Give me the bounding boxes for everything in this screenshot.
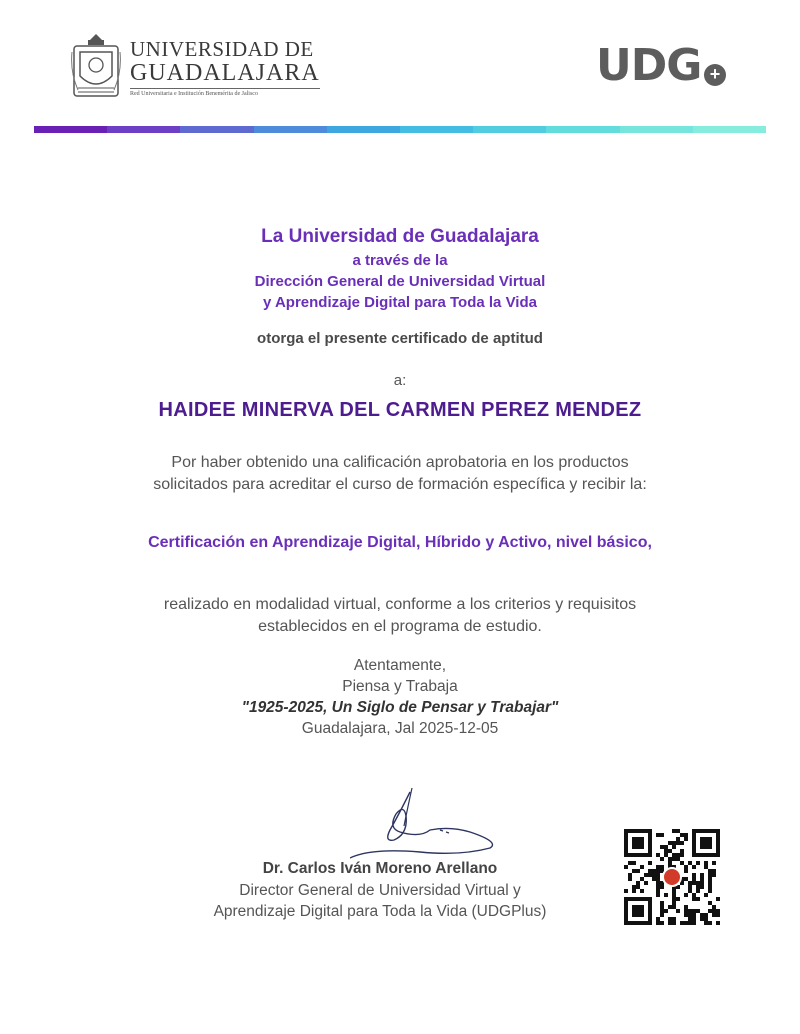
university-name (130, 38, 320, 99)
qr-module (708, 901, 712, 905)
grants-statement: otorga el presente certificado de aptitud (257, 330, 543, 347)
through-text: a través de la (352, 252, 448, 269)
qr-module (628, 873, 632, 877)
qr-module (704, 865, 708, 869)
qr-module (692, 909, 696, 913)
centenary-motto: "1925-2025, Un Siglo de Pensar y Trabajar" (241, 699, 559, 716)
qr-module (664, 909, 668, 913)
qr-module (700, 877, 704, 881)
qr-module (704, 861, 708, 865)
qr-module (668, 905, 672, 909)
qr-module (660, 857, 664, 861)
qr-module (684, 833, 688, 837)
directorate-line2: y Aprendizaje Digital para Toda la Vida (263, 294, 537, 311)
qr-module (656, 877, 660, 881)
qr-module (660, 901, 664, 905)
qr-module (676, 857, 680, 861)
qr-module (712, 905, 716, 909)
qr-module (704, 913, 708, 917)
certificate-header (0, 0, 800, 140)
reason-text (0, 452, 800, 496)
qr-module (656, 889, 660, 893)
qr-module (692, 921, 696, 925)
qr-module (672, 897, 676, 901)
qr-module (676, 909, 680, 913)
qr-module (688, 909, 692, 913)
qr-module (660, 909, 664, 913)
qr-module (656, 869, 660, 873)
qr-module (680, 853, 684, 857)
qr-module (624, 865, 628, 869)
udgplus-logo (596, 42, 732, 92)
qr-module (680, 861, 684, 865)
qr-module (656, 917, 660, 921)
band-segment (107, 126, 180, 133)
closing-block (0, 655, 800, 739)
qr-module (652, 873, 656, 877)
qr-module (672, 889, 676, 893)
signer-role-line1: Director General de Universidad Virtual y (239, 882, 521, 899)
qr-module (692, 877, 696, 881)
qr-finder-core (632, 837, 644, 849)
qr-module (688, 881, 692, 885)
qr-module (668, 917, 672, 921)
course-title: Certificación en Aprendizaje Digital, Híbrido y Activo, nivel básico, (148, 534, 652, 551)
closing-regards: Atentamente, (353, 657, 447, 674)
qr-module (692, 897, 696, 901)
modality-line2: establecidos en el programa de estudio. (258, 618, 542, 635)
qr-module (648, 873, 652, 877)
qr-module (672, 917, 676, 921)
place-date: Guadalajara, Jal 2025-12-05 (301, 720, 499, 737)
qr-module (684, 905, 688, 909)
university-logo (70, 32, 320, 102)
qr-module (688, 885, 692, 889)
recipient-name: HAIDEE MINERVA DEL CARMEN PEREZ MENDEZ (158, 399, 642, 421)
qr-module (672, 893, 676, 897)
qr-module (712, 869, 716, 873)
qr-module (712, 861, 716, 865)
qr-module (708, 921, 712, 925)
qr-module (688, 861, 692, 865)
qr-module (640, 877, 644, 881)
qr-module (692, 893, 696, 897)
qr-module (696, 889, 700, 893)
qr-module (656, 853, 660, 857)
qr-module (652, 877, 656, 881)
qr-module (696, 897, 700, 901)
qr-module (688, 917, 692, 921)
qr-module (644, 881, 648, 885)
qr-finder-core (700, 837, 712, 849)
qr-module (696, 885, 700, 889)
qr-module (640, 889, 644, 893)
qr-module (624, 889, 628, 893)
qr-module (676, 853, 680, 857)
qr-module (700, 917, 704, 921)
qr-module (708, 889, 712, 893)
qr-center-logo-icon (663, 868, 681, 886)
signer-name: Dr. Carlos Iván Moreno Arellano (262, 860, 498, 877)
band-segment (180, 126, 253, 133)
qr-module (684, 909, 688, 913)
university-name-line2: GUADALAJARA (130, 60, 320, 89)
reason-line2: solicitados para acreditar el curso de formación específica y recibir la: (153, 476, 647, 493)
qr-module (660, 865, 664, 869)
qr-module (668, 921, 672, 925)
signer-block (150, 858, 610, 922)
qr-module (664, 893, 668, 897)
qr-module (680, 849, 684, 853)
qr-module (700, 873, 704, 877)
qr-module (636, 885, 640, 889)
qr-module (688, 889, 692, 893)
band-segment (693, 126, 766, 133)
directorate-line1: Dirección General de Universidad Virtual (254, 273, 546, 290)
qr-module (684, 893, 688, 897)
qr-module (684, 877, 688, 881)
qr-module (672, 901, 676, 905)
qr-module (708, 885, 712, 889)
qr-module (672, 829, 676, 833)
university-name-line1: UNIVERSIDAD DE (130, 37, 314, 61)
qr-module (656, 873, 660, 877)
qr-module (708, 877, 712, 881)
qr-module (716, 909, 720, 913)
band-segment (473, 126, 546, 133)
qr-module (684, 913, 688, 917)
qr-module (660, 885, 664, 889)
qr-module (704, 917, 708, 921)
gradient-band (34, 126, 766, 133)
qr-module (672, 857, 676, 861)
qr-module (664, 849, 668, 853)
qr-module (644, 873, 648, 877)
modality-text (0, 594, 800, 638)
qr-module (632, 889, 636, 893)
qr-module (656, 921, 660, 925)
qr-module (700, 913, 704, 917)
qr-module (692, 865, 696, 869)
band-segment (620, 126, 693, 133)
qr-module (668, 861, 672, 865)
qr-module (704, 921, 708, 925)
university-tagline: Red Universitaria e Institución Benemérita de Jalisco (130, 91, 258, 97)
qr-module (684, 837, 688, 841)
qr-module (672, 921, 676, 925)
qr-module (712, 909, 716, 913)
verification-qr-code[interactable] (624, 829, 720, 925)
qr-module (708, 881, 712, 885)
qr-module (680, 833, 684, 837)
qr-module (664, 845, 668, 849)
qr-module (700, 881, 704, 885)
institution-name: La Universidad de Guadalajara (261, 226, 539, 247)
qr-module (680, 841, 684, 845)
qr-module (656, 833, 660, 837)
qr-module (672, 853, 676, 857)
qr-module (692, 881, 696, 885)
qr-module (716, 897, 720, 901)
band-segment (327, 126, 400, 133)
band-segment (400, 126, 473, 133)
qr-module (660, 845, 664, 849)
qr-module (656, 885, 660, 889)
to-label: a: (393, 372, 407, 389)
qr-module (708, 909, 712, 913)
qr-module (648, 869, 652, 873)
qr-module (696, 861, 700, 865)
qr-module (636, 881, 640, 885)
qr-module (712, 913, 716, 917)
issuing-institution (0, 224, 800, 313)
qr-module (692, 913, 696, 917)
qr-module (656, 893, 660, 897)
qr-module (712, 873, 716, 877)
qr-module (676, 829, 680, 833)
qr-module (652, 869, 656, 873)
qr-module (628, 861, 632, 865)
qr-module (660, 833, 664, 837)
university-seal-icon (70, 32, 122, 100)
qr-module (660, 921, 664, 925)
qr-module (696, 909, 700, 913)
qr-module (684, 869, 688, 873)
qr-module (676, 897, 680, 901)
qr-module (684, 865, 688, 869)
qr-module (632, 869, 636, 873)
qr-module (692, 873, 696, 877)
qr-module (696, 881, 700, 885)
qr-module (628, 877, 632, 881)
modality-line1: realizado en modalidad virtual, conforme a los criterios y requisitos (163, 596, 637, 613)
qr-module (708, 869, 712, 873)
qr-module (676, 841, 680, 845)
closing-motto-short: Piensa y Trabaja (342, 678, 458, 695)
band-segment (254, 126, 327, 133)
qr-module (680, 921, 684, 925)
qr-module (684, 921, 688, 925)
qr-module (660, 905, 664, 909)
qr-module (688, 921, 692, 925)
qr-module (708, 873, 712, 877)
qr-module (672, 841, 676, 845)
qr-module (648, 861, 652, 865)
qr-module (656, 881, 660, 885)
signer-role-line2: Aprendizaje Digital para Toda la Vida (UDGPlus) (213, 903, 547, 920)
qr-module (716, 921, 720, 925)
qr-module (632, 885, 636, 889)
qr-module (668, 841, 672, 845)
qr-module (676, 837, 680, 841)
qr-module (632, 861, 636, 865)
qr-module (692, 917, 696, 921)
band-segment (34, 126, 107, 133)
qr-module (636, 869, 640, 873)
udgplus-logo-text: UDG (596, 40, 702, 91)
qr-module (656, 865, 660, 869)
qr-module (672, 845, 676, 849)
qr-finder-core (632, 905, 644, 917)
plus-icon: + (704, 64, 726, 86)
qr-module (672, 905, 676, 909)
qr-module (660, 913, 664, 917)
qr-module (640, 865, 644, 869)
qr-module (704, 893, 708, 897)
qr-module (700, 885, 704, 889)
qr-module (716, 913, 720, 917)
band-segment (546, 126, 619, 133)
handwritten-signature (350, 786, 510, 866)
qr-module (668, 857, 672, 861)
qr-module (688, 913, 692, 917)
reason-line1: Por haber obtenido una calificación aprobatoria en los productos (171, 454, 629, 471)
qr-module (664, 853, 668, 857)
qr-module (668, 849, 672, 853)
